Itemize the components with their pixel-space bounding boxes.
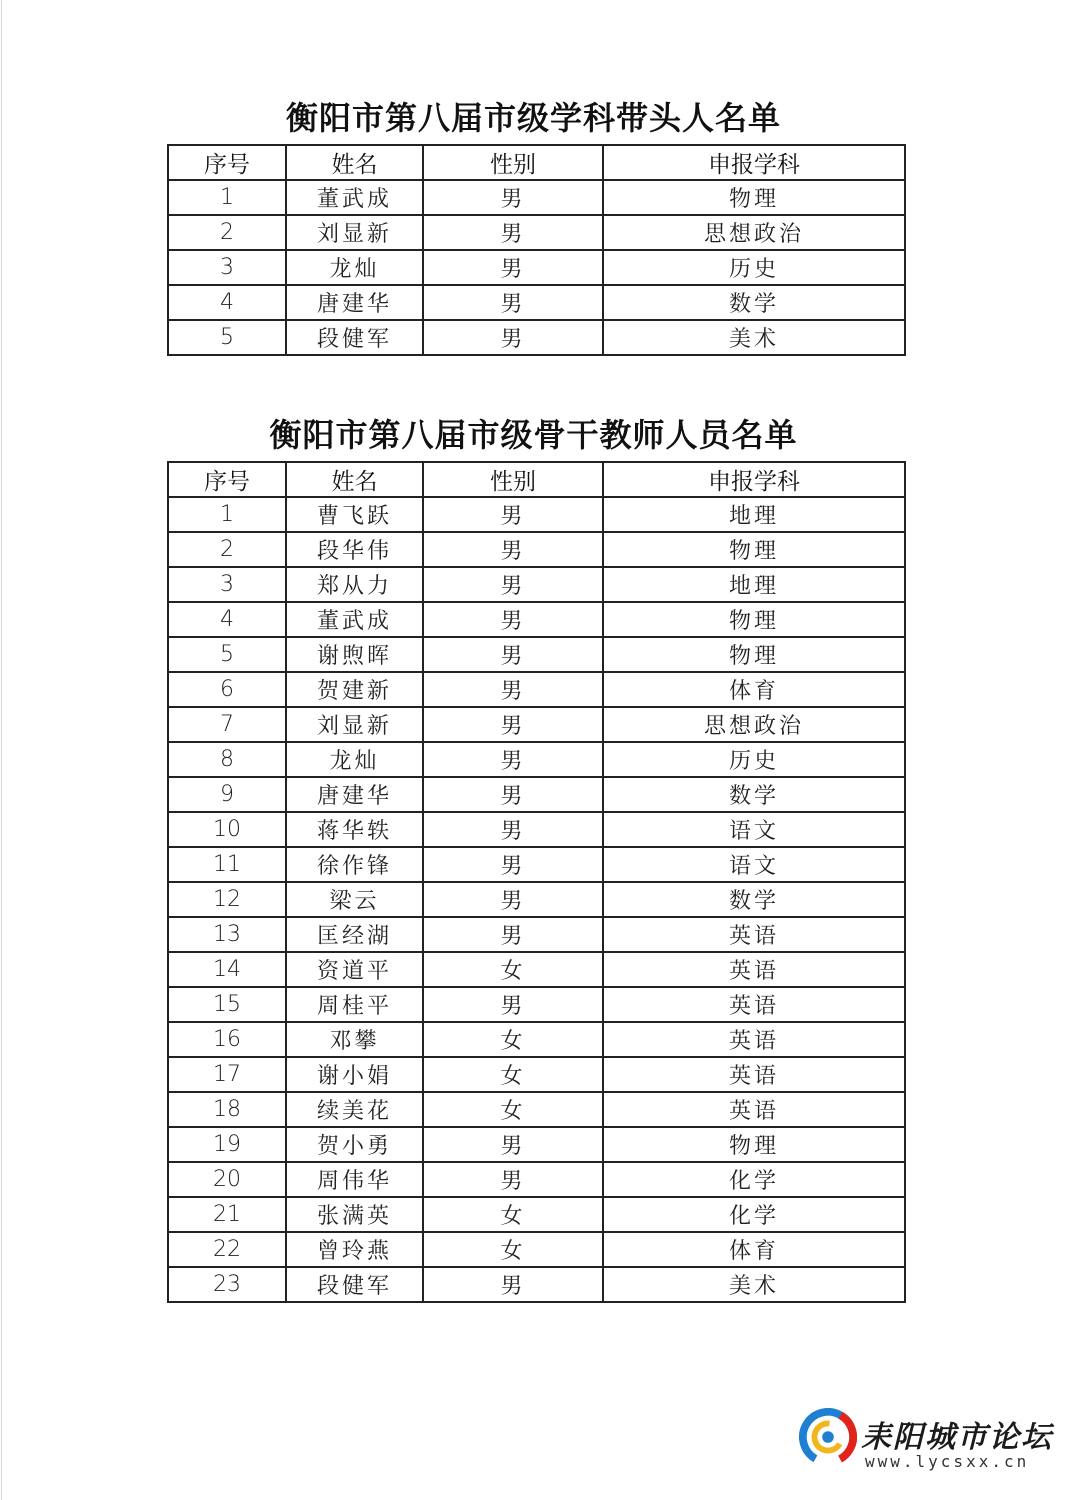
cell-subject: 英语 [603, 1057, 905, 1092]
cell-name: 刘显新 [286, 215, 423, 250]
cell-gender: 男 [423, 672, 603, 707]
forum-watermark [799, 1408, 1053, 1480]
cell-name: 段健军 [286, 320, 423, 355]
table-row [168, 917, 905, 952]
table-row [168, 742, 905, 777]
table-row [168, 1092, 905, 1127]
table-row [168, 777, 905, 812]
table-row [168, 497, 905, 532]
cell-index: 3 [168, 250, 286, 285]
cell-subject: 语文 [603, 847, 905, 882]
cell-subject: 物理 [603, 602, 905, 637]
cell-index: 4 [168, 285, 286, 320]
cell-gender: 男 [423, 602, 603, 637]
cell-gender: 男 [423, 1127, 603, 1162]
cell-index: 1 [168, 497, 286, 532]
backbone-list-title: 衡阳市第八届市级骨干教师人员名单 [269, 416, 798, 454]
cell-index: 16 [168, 1022, 286, 1057]
cell-name: 唐建华 [286, 285, 423, 320]
cell-gender: 女 [423, 1057, 603, 1092]
leader-list-title: 衡阳市第八届市级学科带头人名单 [285, 99, 781, 137]
cell-index: 12 [168, 882, 286, 917]
table-row [168, 567, 905, 602]
table-row [168, 1232, 905, 1267]
cell-subject: 思想政治 [603, 215, 905, 250]
cell-name: 周伟华 [286, 1162, 423, 1197]
cell-gender: 男 [423, 567, 603, 602]
cell-name: 贺小勇 [286, 1127, 423, 1162]
cell-name: 曾玲燕 [286, 1232, 423, 1267]
cell-gender: 男 [423, 917, 603, 952]
cell-subject: 物理 [603, 180, 905, 215]
cell-name: 张满英 [286, 1197, 423, 1232]
cell-gender: 女 [423, 1022, 603, 1057]
cell-index: 19 [168, 1127, 286, 1162]
table-row [168, 952, 905, 987]
cell-gender: 男 [423, 497, 603, 532]
cell-index: 3 [168, 567, 286, 602]
cell-index: 9 [168, 777, 286, 812]
cell-subject: 语文 [603, 812, 905, 847]
cell-index: 10 [168, 812, 286, 847]
table-row [168, 847, 905, 882]
cell-name: 资道平 [286, 952, 423, 987]
cell-index: 6 [168, 672, 286, 707]
cell-gender: 男 [423, 215, 603, 250]
cell-gender: 男 [423, 637, 603, 672]
cell-index: 5 [168, 320, 286, 355]
cell-gender: 男 [423, 1267, 603, 1302]
cell-subject: 英语 [603, 952, 905, 987]
cell-gender: 女 [423, 1092, 603, 1127]
cell-index: 18 [168, 1092, 286, 1127]
leader-table-body [168, 180, 905, 355]
table-row [168, 1057, 905, 1092]
table-row [168, 320, 905, 355]
cell-subject: 化学 [603, 1197, 905, 1232]
leader-table [167, 144, 906, 356]
cell-index: 20 [168, 1162, 286, 1197]
cell-name: 曹飞跃 [286, 497, 423, 532]
cell-gender: 男 [423, 532, 603, 567]
cell-gender: 男 [423, 777, 603, 812]
table-row [168, 1197, 905, 1232]
cell-index: 15 [168, 987, 286, 1022]
cell-gender: 男 [423, 742, 603, 777]
forum-url: www.lycsxx.cn [865, 1452, 1030, 1471]
table-row [168, 250, 905, 285]
cell-name: 贺建新 [286, 672, 423, 707]
cell-subject: 英语 [603, 1022, 905, 1057]
cell-subject: 英语 [603, 917, 905, 952]
cell-gender: 男 [423, 1162, 603, 1197]
cell-subject: 美术 [603, 1267, 905, 1302]
table-row [168, 672, 905, 707]
cell-gender: 男 [423, 250, 603, 285]
col-header-subject: 申报学科 [603, 462, 905, 497]
cell-gender: 男 [423, 882, 603, 917]
table-row [168, 1267, 905, 1302]
cell-index: 1 [168, 180, 286, 215]
table-header-row [168, 462, 905, 497]
col-header-name: 姓名 [286, 462, 423, 497]
forum-logo-icon [799, 1408, 857, 1466]
cell-subject: 体育 [603, 1232, 905, 1267]
cell-name: 唐建华 [286, 777, 423, 812]
cell-index: 5 [168, 637, 286, 672]
table-header-row [168, 145, 905, 180]
col-header-index: 序号 [168, 145, 286, 180]
cell-subject: 物理 [603, 637, 905, 672]
cell-subject: 英语 [603, 1092, 905, 1127]
table-row [168, 1162, 905, 1197]
cell-subject: 地理 [603, 497, 905, 532]
cell-gender: 男 [423, 320, 603, 355]
cell-index: 11 [168, 847, 286, 882]
table-row [168, 215, 905, 250]
cell-name: 段健军 [286, 1267, 423, 1302]
cell-name: 邓攀 [286, 1022, 423, 1057]
cell-subject: 美术 [603, 320, 905, 355]
cell-name: 董武成 [286, 180, 423, 215]
table-row [168, 285, 905, 320]
cell-subject: 数学 [603, 882, 905, 917]
cell-name: 续美花 [286, 1092, 423, 1127]
cell-index: 22 [168, 1232, 286, 1267]
cell-name: 龙灿 [286, 250, 423, 285]
cell-name: 郑从力 [286, 567, 423, 602]
cell-name: 梁云 [286, 882, 423, 917]
cell-name: 段华伟 [286, 532, 423, 567]
col-header-gender: 性别 [423, 462, 603, 497]
table-row [168, 812, 905, 847]
cell-name: 董武成 [286, 602, 423, 637]
cell-index: 21 [168, 1197, 286, 1232]
cell-subject: 历史 [603, 742, 905, 777]
forum-name: 耒阳城市论坛 [861, 1420, 1053, 1455]
cell-name: 周桂平 [286, 987, 423, 1022]
cell-index: 4 [168, 602, 286, 637]
table-row [168, 637, 905, 672]
table-row [168, 180, 905, 215]
table-row [168, 1022, 905, 1057]
table-row [168, 532, 905, 567]
table-row [168, 707, 905, 742]
cell-index: 17 [168, 1057, 286, 1092]
cell-name: 刘显新 [286, 707, 423, 742]
table-row [168, 602, 905, 637]
cell-gender: 男 [423, 180, 603, 215]
backbone-table [167, 461, 906, 1303]
cell-gender: 女 [423, 1197, 603, 1232]
table-row [168, 987, 905, 1022]
cell-subject: 物理 [603, 1127, 905, 1162]
cell-name: 徐作锋 [286, 847, 423, 882]
col-header-subject: 申报学科 [603, 145, 905, 180]
cell-subject: 思想政治 [603, 707, 905, 742]
cell-subject: 数学 [603, 285, 905, 320]
cell-gender: 男 [423, 707, 603, 742]
cell-gender: 女 [423, 952, 603, 987]
cell-index: 13 [168, 917, 286, 952]
backbone-table-body [168, 497, 905, 1302]
cell-index: 2 [168, 215, 286, 250]
cell-index: 2 [168, 532, 286, 567]
col-header-index: 序号 [168, 462, 286, 497]
cell-name: 龙灿 [286, 742, 423, 777]
col-header-gender: 性别 [423, 145, 603, 180]
cell-gender: 男 [423, 812, 603, 847]
cell-subject: 英语 [603, 987, 905, 1022]
cell-gender: 男 [423, 847, 603, 882]
page-edge [1, 0, 2, 1500]
cell-index: 14 [168, 952, 286, 987]
table-row [168, 882, 905, 917]
cell-name: 蒋华轶 [286, 812, 423, 847]
cell-subject: 体育 [603, 672, 905, 707]
cell-index: 8 [168, 742, 286, 777]
cell-name: 匡经湖 [286, 917, 423, 952]
cell-subject: 化学 [603, 1162, 905, 1197]
cell-name: 谢煦晖 [286, 637, 423, 672]
cell-name: 谢小娟 [286, 1057, 423, 1092]
cell-index: 7 [168, 707, 286, 742]
cell-gender: 男 [423, 285, 603, 320]
col-header-name: 姓名 [286, 145, 423, 180]
cell-index: 23 [168, 1267, 286, 1302]
table-row [168, 1127, 905, 1162]
cell-subject: 物理 [603, 532, 905, 567]
cell-subject: 数学 [603, 777, 905, 812]
cell-gender: 女 [423, 1232, 603, 1267]
cell-gender: 男 [423, 987, 603, 1022]
cell-subject: 地理 [603, 567, 905, 602]
cell-subject: 历史 [603, 250, 905, 285]
